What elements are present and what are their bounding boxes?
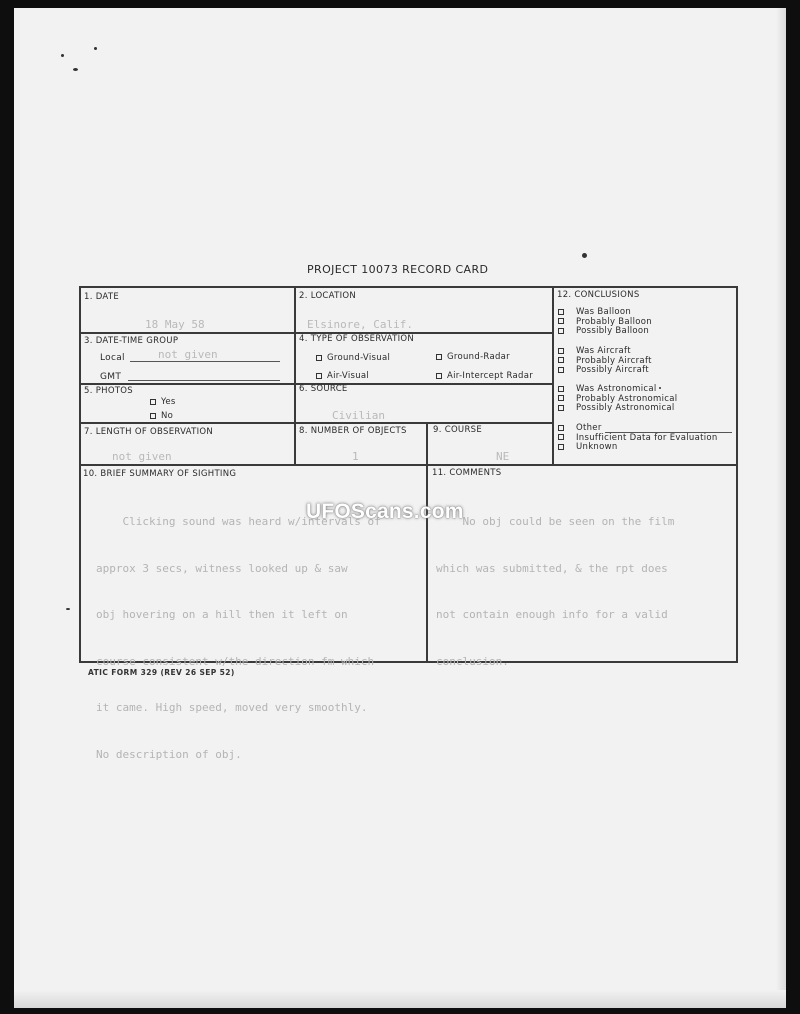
option-label: Possibly Balloon — [576, 326, 650, 337]
photos-label: 5. PHOTOS — [84, 386, 133, 396]
divider — [426, 422, 428, 662]
local-underline — [130, 361, 280, 362]
checkbox-icon — [558, 386, 564, 392]
summary-label: 10. BRIEF SUMMARY OF SIGHTING — [83, 469, 237, 479]
checkbox-icon — [558, 434, 564, 440]
summary-line: No description of obj. — [96, 747, 242, 761]
comments-line: conclusion. — [436, 654, 509, 668]
speck — [61, 54, 64, 57]
divider — [294, 287, 296, 464]
comments-text — [436, 483, 674, 685]
speck — [659, 387, 661, 389]
photos-no[interactable] — [150, 411, 173, 421]
length-value: not given — [112, 450, 172, 463]
num-objects-label: 8. NUMBER OF OBJECTS — [299, 426, 407, 436]
summary-line: obj hovering on a hill then it left on — [96, 608, 348, 621]
option-label: No — [161, 411, 174, 421]
option-label: Unknown — [576, 442, 618, 453]
option-label: Air-Visual — [327, 371, 370, 381]
option-label: Air-Intercept Radar — [447, 371, 534, 381]
checkbox-icon — [558, 425, 564, 431]
summary-line: Clicking sound was heard w/intervals of — [96, 515, 381, 528]
checkbox-icon — [558, 357, 564, 363]
divider — [552, 287, 554, 464]
option-label: Ground-Radar — [447, 352, 510, 362]
type-ground-radar[interactable] — [436, 352, 510, 362]
option-label: Ground-Visual — [327, 353, 391, 363]
date-label: 1. DATE — [84, 292, 120, 302]
type-air-visual[interactable] — [316, 371, 369, 381]
speck — [94, 47, 97, 50]
divider — [80, 464, 737, 466]
option-label: Possibly Aircraft — [576, 365, 649, 376]
source-label: 6. SOURCE — [299, 384, 348, 394]
checkbox-icon — [558, 348, 564, 354]
date-value: 18 May 58 — [145, 318, 205, 331]
summary-line: it came. High speed, moved very smoothly. — [96, 701, 368, 714]
conclusion-option[interactable] — [558, 366, 652, 376]
comments-line: which was submitted, & the rpt does — [436, 561, 668, 575]
page-shade — [14, 990, 786, 1008]
course-label: 9. COURSE — [433, 425, 483, 435]
card-title: PROJECT 10073 RECORD CARD — [307, 263, 489, 276]
option-label: Probably Balloon — [576, 316, 652, 327]
conclusions-group-aircraft — [558, 347, 652, 376]
checkbox-icon — [558, 405, 564, 411]
num-objects-value: 1 — [352, 450, 359, 463]
comments-line: No obj could be seen on the film — [436, 515, 675, 528]
checkbox-icon — [558, 395, 564, 401]
option-label: Probably Astronomical — [576, 393, 678, 404]
option-label: Insufficient Data for Evaluation — [576, 432, 718, 443]
option-label: Other — [576, 423, 602, 433]
divider — [80, 422, 552, 424]
type-ground-visual[interactable] — [316, 353, 390, 363]
checkbox-icon — [558, 328, 564, 334]
speck — [73, 68, 78, 71]
comments-line: not contain enough info for a valid — [436, 608, 668, 621]
speck — [582, 253, 587, 258]
checkbox-icon — [436, 354, 442, 360]
type-label: 4. TYPE OF OBSERVATION — [299, 334, 415, 344]
checkbox-icon — [150, 399, 156, 405]
other-underline — [605, 432, 732, 433]
conclusion-option[interactable] — [558, 327, 652, 337]
checkbox-icon — [558, 367, 564, 373]
option-label: Probably Aircraft — [576, 355, 652, 366]
option-label: Possibly Astronomical — [576, 403, 675, 414]
checkbox-icon — [436, 373, 442, 379]
conclusions-group-astronomical — [558, 385, 677, 414]
course-value: NE — [496, 450, 510, 463]
photos-yes[interactable] — [150, 397, 176, 407]
gmt-label: GMT — [100, 372, 122, 382]
source-value: Civilian — [332, 409, 385, 422]
form-id: ATIC FORM 329 (REV 26 SEP 52) — [88, 668, 235, 677]
location-value: Elsinore, Calif. — [307, 318, 413, 331]
comments-label: 11. COMMENTS — [432, 468, 502, 478]
option-label: Was Aircraft — [576, 346, 631, 356]
summary-line: approx 3 secs, witness looked up & saw — [96, 561, 348, 575]
conclusions-group-balloon — [558, 308, 652, 337]
checkbox-icon — [558, 318, 564, 324]
gmt-underline — [128, 380, 280, 381]
checkbox-icon — [558, 444, 564, 450]
summary-text — [96, 483, 381, 778]
watermark: UFOScans.com — [306, 500, 464, 523]
conclusion-option[interactable] — [558, 443, 718, 453]
checkbox-icon — [316, 355, 322, 361]
summary-line: course consistent w/the direction fm which — [96, 654, 375, 668]
page-edge — [776, 8, 786, 1008]
conclusions-label: 12. CONCLUSIONS — [557, 290, 640, 300]
option-label: Yes — [161, 397, 176, 407]
checkbox-icon — [316, 373, 322, 379]
checkbox-icon — [558, 309, 564, 315]
option-label: Was Astronomical — [576, 384, 657, 394]
dtg-label: 3. DATE-TIME GROUP — [84, 336, 179, 346]
speck — [66, 608, 70, 610]
option-label: Was Balloon — [576, 307, 632, 317]
checkbox-icon — [150, 413, 156, 419]
local-value: not given — [158, 348, 218, 361]
type-air-intercept-radar[interactable] — [436, 371, 533, 381]
length-label: 7. LENGTH OF OBSERVATION — [84, 427, 214, 437]
local-label: Local — [100, 353, 125, 363]
conclusion-option[interactable] — [558, 404, 677, 414]
location-label: 2. LOCATION — [299, 291, 357, 301]
conclusions-group-other — [558, 424, 718, 453]
